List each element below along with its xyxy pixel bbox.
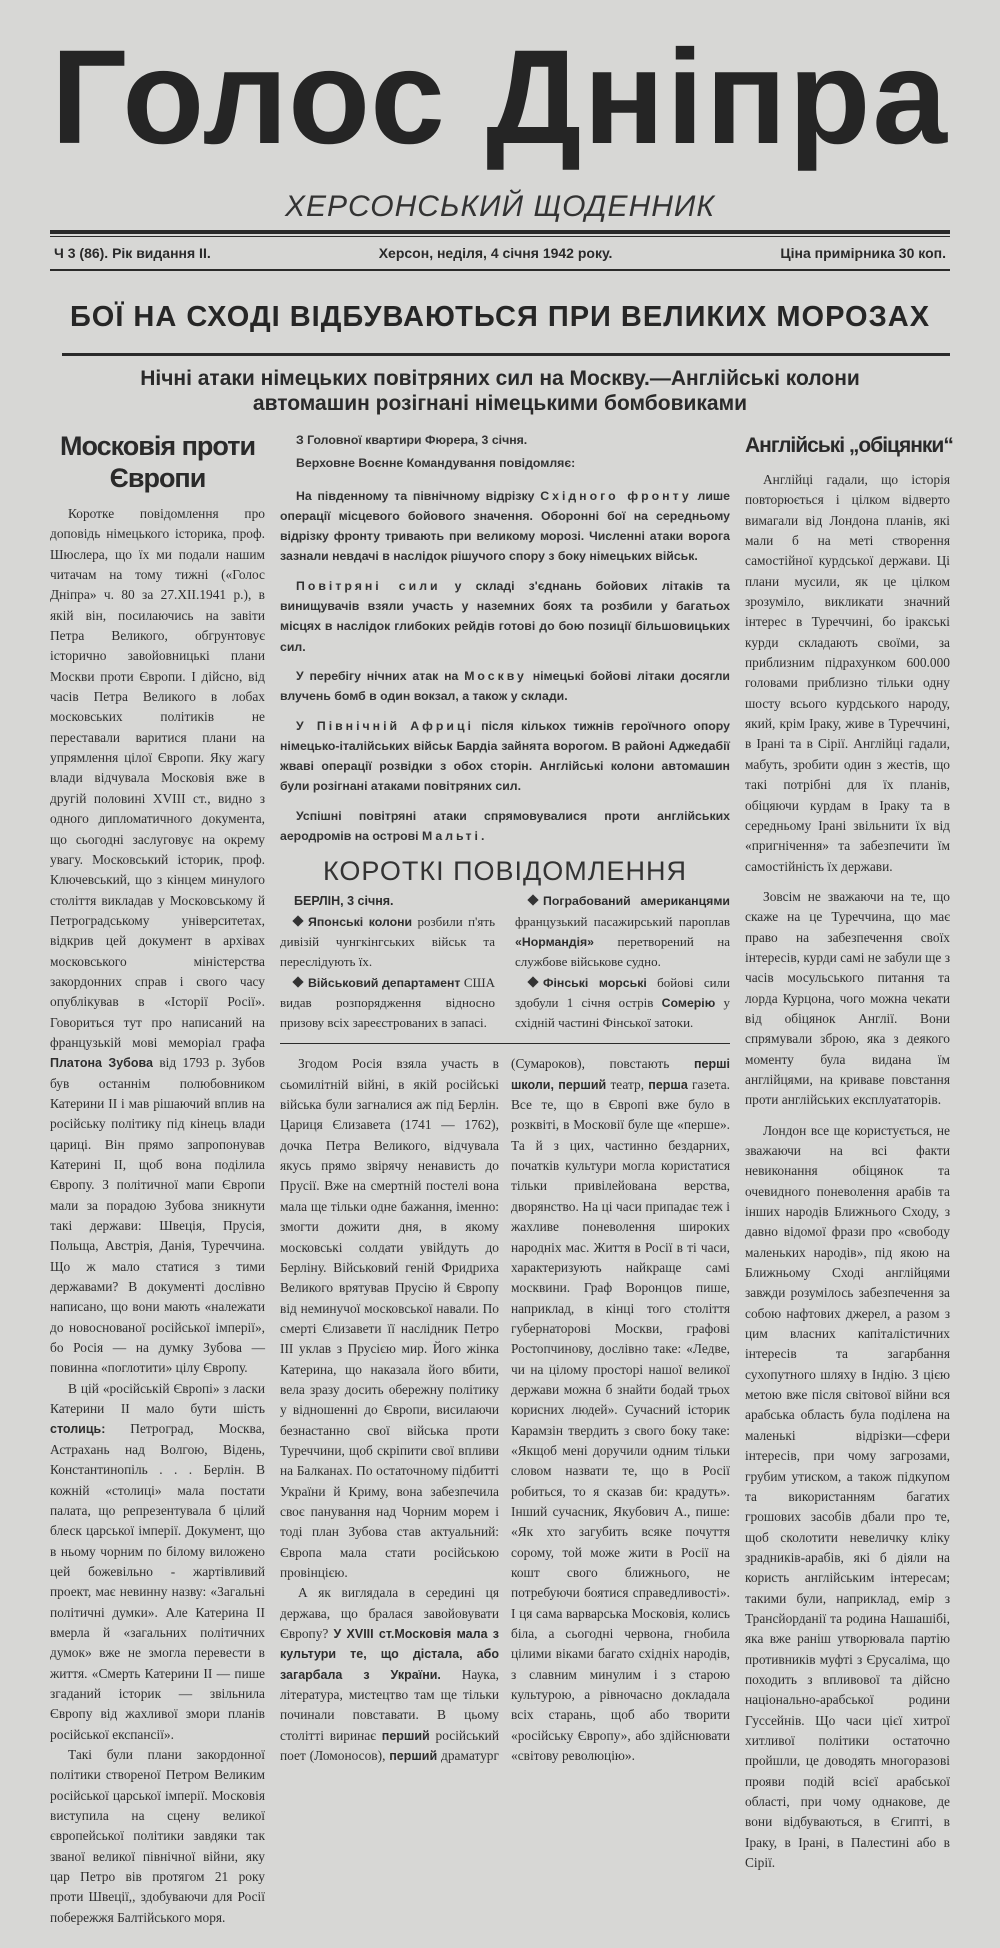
paragraph [280, 666, 730, 707]
text-run: французький пасажирський пароплав [515, 913, 730, 929]
newspaper-title: Голос Дніпра [51, 23, 949, 172]
paragraph [50, 504, 265, 1379]
text-run: російський поет (Ломоносов), [280, 1727, 499, 1764]
emphasized-text: У перебігу нічних атак на [296, 668, 465, 683]
issue-number: Ч 3 (86). Рік видання II. [54, 245, 211, 261]
paragraph [280, 576, 730, 657]
text-run: газета. Все те, що в Європі вже було в розквіті, в Московії буле ще «перше». Та й з цих, частинно бездарних, початків культури могла користатися тільки привілейована верства, дворянство. На ці часи припадає теж і жахливе поневолення широких народніх мас. Життя в Росії в ті часи, характеризують найкраще самі москвини. Граф Воронцов пише, наприклад, в кінці того століття губернаторові Москви, графові Ростопчинову, дослівно таке: «Ледве, чи на цілому просторі нашої великої держави можна б знайти бодай трьох корисних людей». Сучасний історик Карамзін твердить з свого боку таке: «Якщоб мені доручили одним тільки словом назвати те, що в Росії робиться, то я сказав би: крадуть». Інший сучасник, Якубович А., пише: «Як хто загубить всяке почуття сорому, той може жити в Росії на кошт свого ближнього, не потребуючи боятися справедливості». І ця сама варварська Московія, колись біла, а сьогодні червона, гнобила цілими віками багато східніх народів, з славним минулим і з старою культурою, а рівночасно докладала всіх старань, щоб або творити «російську Європу», або здійснювати «світову революцію». [511, 1076, 730, 1764]
article-moscovy-vs-europe [50, 430, 265, 1928]
text-run: Наука, література, мистецтво там ще тільки починали повставати. В цьому столітті виринає [280, 1666, 499, 1743]
emphasized-text: Японські колони [308, 914, 413, 929]
text-run: у східній частині Фінської затоки. [515, 994, 731, 1031]
emphasized-text: перший [381, 1728, 430, 1743]
news-item [280, 912, 495, 973]
emphasized-text: . [480, 829, 485, 844]
emphasized-text: Сомерію [661, 995, 716, 1010]
masthead-subtitle-wrap [230, 188, 770, 226]
article-moscovy-continued [280, 1054, 730, 1766]
subheadline-line: автомашин розігнані німецькими бомбовиками [252, 392, 748, 415]
news-item [515, 891, 730, 972]
main-headline-wrap [58, 285, 942, 349]
middle-column [280, 430, 730, 1928]
paragraph [745, 470, 950, 877]
emphasized-text: Успішні повітряні атаки спрямовувалися проти англійських аеродромів на острові [280, 808, 730, 844]
emphasized-text: Пограбований американцями [543, 894, 730, 909]
paragraph [280, 1054, 499, 1583]
info-rule [50, 269, 950, 271]
paragraph [280, 486, 730, 567]
section-rule [280, 1043, 730, 1044]
columns [50, 430, 953, 1928]
emphasized-text: перша [648, 1077, 688, 1092]
diamond-bullet-icon [527, 895, 538, 906]
masthead [50, 8, 950, 188]
emphasized-text: Фінські морські [543, 975, 647, 990]
issue-price: Ціна примірника 30 коп. [780, 245, 946, 261]
text-run: Петроград, Москва, Астрахань над Волгою, Відень, Константинопіль . . . Берлін. В кожній «столиці» мала постати палата, що репрезентувала б цілий блеск царської імперії. Документ, що в ньому чорним по білому виложено цей божевільно - жартівливий проект, має невинну назву: «Загальні політичні думки». Але Катерина II вмерла й «загальних політичних думок» вже не змогла перевести в життя. «Смерть Катерини II — пише згаданий історик — звільнила Європу від жахливої змори планів російської експансії». [50, 1421, 265, 1742]
emphasized-text: перші школи, перший [511, 1057, 730, 1092]
paragraph [50, 1379, 265, 1745]
news-item [515, 973, 730, 1034]
short-news-dateline: БЕРЛІН, 3 січня. [294, 894, 394, 909]
emphasized-text: Москву [464, 668, 527, 683]
emphasized-text: столиць: [50, 1422, 106, 1437]
paragraph [745, 1121, 950, 1874]
news-item [280, 973, 495, 1034]
article-war-report [280, 430, 730, 846]
headline-rule [62, 353, 950, 356]
emphasized-text: «Нормандія» [515, 934, 595, 949]
main-headline: БОЇ НА СХОДІ ВІДБУВАЮТЬСЯ ПРИ ВЕЛИКИХ МОРОЗАХ [69, 301, 931, 333]
emphasized-text: німецькі бойові літаки досягли влучень бомб в один вокзал, а також у склади. [280, 668, 730, 704]
text-run: В цій «російській Європі» з ласки Катерини II мало бути шість [50, 1380, 265, 1417]
text-run: Коротке повідомлення про доповідь німецького історика, проф. Шюслера, що їх ми подали нашим читачам на тому тижні («Голос Дніпра» ч. 80 за 27.XII.1941 р.), в якій він, посилаючись на завіти Петра Великого, обгрунтовує історично завойовницькі плани Москви проти Європи. І дійсно, від часів Петра Великого в лобах московських політиків не переставали варитися плани на упрямлення цілої Європи. Яку жагу влади відчувала Московія вже в другій половині XVIII ст., видно з одного дипломатичного документа, що сьогодні заслуговує на окрему увагу. Московський історик, проф. Ключевський, що з кінцем минулого століття викладав у Московському й Петроградському університетах, відкрив цей документ в архівах московського міністерства закордонних справ і свого часу опублікував в «Історії Росії». Говориться тут про написаний на французькій мові меморіал графа [50, 506, 265, 1050]
short-news-title: КОРОТКІ ПОВІДОМЛЕННЯ [323, 856, 687, 887]
newspaper-page [50, 0, 953, 1948]
emphasized-text: Військовий департамент [308, 975, 461, 990]
text-run: А як виглядала в середині ця держава, що бралася завойовувати Європу? [280, 1585, 499, 1642]
article-title: Московія проти Європи [59, 431, 256, 493]
subheadline [50, 366, 950, 416]
emphasized-text: у складі з'єднань бойових літаків та винищувачів взяли участь у наземних боях та розбили у багатьох місцях в наслідок глибоких рейдів готові до бою позиції більшовицьких сил. [280, 578, 730, 654]
diamond-bullet-icon [292, 976, 303, 987]
text-run: театр, [606, 1076, 649, 1092]
text-run: США видав розпорядження відносно призову всіх зареєстрованих в запасі. [280, 974, 495, 1031]
text-run: розбили п'ять дивізій чунгкінгських військ та переслідують їх. [280, 913, 495, 970]
diamond-bullet-icon [292, 915, 303, 926]
masthead-rule [50, 230, 950, 234]
short-news [280, 891, 730, 1033]
text-run: бойові сили здобули 1 січня острів [515, 974, 731, 1010]
short-news-column [280, 891, 495, 1033]
text-run: перетворений на службове військове судно. [515, 933, 730, 970]
paragraph [745, 887, 950, 1111]
emphasized-text: У XVIII ст.Московія мала з культури те, що дістала, або загарбала з України. [280, 1627, 499, 1682]
emphasized-text: На південному та північному відрізку [296, 488, 541, 503]
emphasized-text: У Північній Африці [296, 718, 474, 733]
text-run: Англійці гадали, що історія повторюється і цілком відверто вимагали від Лондона планів, які мали б на меті створення самостійної курдської держави. Ці плани мусили, як це цілком зрозуміло, викликати значний інтерес в Туреччині, бо іракські курди складають своїми, за приблизним підрахунком 600.000 головами приблизно тільки одну шосту всього курдського народу, який, крім Іраку, живе в Туреччині, в Ірані та в Сірії. Англійці гадали, мабуть, зробити один з жестів, що такі потрібні для їх планів, обіцяючи курдам в Іраку та в середньому Ірані звільнити їх від «пригнічення» та забезпечити їм самостійність їх держави. [745, 472, 950, 874]
text-run: Лондон все ще користується, не зважаючи на всі факти невиконання обіцянок та очевидного поневолення арабів та інших народів Ближнього Сходу, з давно відомої фрази про «свободу маленьких народів», під якою на Ближньому Сході англійцями завжди розумілось забезпечення за собою нафтових джерел, а разом з цим власних капіталістичних інтересів та загарбання сухопутного шляху в Індію. З цією метою вже після світової війни вся арабська область була поділена на маленькі відрізки—сфери інтересів, при чому загрозами, грубим утиском, а також підкупом та використанням багатих грошових засобів дбали про те, щоб сколотити невеличку кліку зрадників-арабів, які б діяли на користь англійським інтересам; такими були, наприклад, емір з Трансйорданії та родина Нашашібі, яка вже раніш утворювала партію противників муфті з Єрусаліма, що походить з впливової та дійсно національно-арабської родини Гуссейнів. Що часи цієї хитрої хитливої політики остаточно пройшли, це доводять многоразові прояви подій всієї арабської області, при чому однакове, де вони відбуваються, в Єгипті, в Іраку, в Ірані, в Палестині або в Сірії. [745, 1122, 950, 1871]
paragraph [280, 716, 730, 797]
issue-dateline: Херсон, неділя, 4 січня 1942 року. [378, 245, 613, 261]
text-run: від 1793 р. Зубов був останнім полюбовником Катерини II і мав рішаючий вплив на російську політику під кінець влади цариці. Він прямо запропонував Катерині II, щоб вона поділила Європу. З політичної мапи Європи мали за порадою Зубова зникнути такі держави: Швеція, Прусія, Польща, Австрія, Данія, Туреччина. Що ж мало статися з тими державами? В документі дослівно написано, що вони мають «належати до новоснованої російської імперії», бо Росія — на думку Зубова — повинна «поглотити» цілу Європу. [50, 1055, 265, 1376]
emphasized-text: Східного фронту [540, 488, 692, 503]
text-run: Зовсім не зважаючи на те, що скаже на це Туреччина, що має право на забезпечення своїх інтересів, курди самі не забули ще з часів мосульського питання та лорда Курцона, чого можна чекати від обіцянок Англії. Вони спрямували зброю, яка з деякого моменту була видана їм англійцями, на криваве повстання проти англійських експлуататорів. [745, 888, 950, 1108]
text-run: Згодом Росія взяла участь в сьомилітній війні, в якій російські війська були загналися аж під Берлін. Цариця Єлизавета (1741 — 1762), дочка Петра Великого, відчувала якусь прямо звірячу ненависть до Прусії. Вже на смертній постелі вона мала ще тільки одне бажання, іменно: змогти дожити дня, в якому московські солдати увійдуть до Берліну. Військовий геній Фридриха Великого врятував Прусію й Європу від неминучої московської навали. По смерті Єлизавети її наслідник Петро III уклав з Прусією мир. Його жінка Катерина, що наказала його вбити, вела зразу досить обережну політику у відношенні до Європи, висилаючи безнастанно свої війська проти Туреччини, щоб скріпити свої впливи на Балканах. По остаточному підбитті України й Криму, вона забезпечила своє панування над Чорним морем і тоді план Зубова став актуальний: Європа мала стати російською провінцією. [280, 1056, 499, 1581]
text-run: Такі були плани закордонної політики створеної Петром Великим російської царської імперії. Московія виступила на сцену великої європейської політики завдяки так званої великої північної війни, яку цар Петро вів протягом 21 року проти Швеції,, здобуваючи для Росії побережжя Балтійського моря. [50, 1746, 265, 1925]
emphasized-text: після кількох тижнів героїчного опору німецько-італійських військ Бардіа зайнята ворогом. В районі Аджедабії жваві операції розвідки з обох сторін. Англійські колони автомашин були розігнані атаками повітряних сил. [280, 718, 730, 794]
diamond-bullet-icon [527, 976, 538, 987]
emphasized-text: перший [389, 1749, 438, 1764]
emphasized-text: Повітряні сили [296, 578, 441, 593]
report-source: Верховне Воєнне Командування повідомляє: [296, 456, 576, 471]
article-english-promises [745, 430, 953, 1928]
issue-info-bar [50, 237, 950, 269]
text-run: драматург (Сумароков), повстають [437, 1056, 694, 1764]
emphasized-text: Платона Зубова [50, 1056, 154, 1071]
emphasized-text: лише операції місцевого бойового значення. Оборонні бої на середньому відрізку фронту тривають при великому морозі. Численні атаки ворога зазнали невдачі в наслідок рішучого спору з боку німецьких військ. [280, 488, 730, 564]
emphasized-text: Мальті [422, 829, 481, 844]
subheadline-line: Нічні атаки німецьких повітряних сил на Москву.—Англійські колони [140, 367, 860, 390]
paragraph [50, 1745, 265, 1928]
newspaper-subtitle: ХЕРСОНСЬКИЙ ЩОДЕННИК [284, 190, 716, 223]
article-title: Англійські „обіцянки“ [745, 434, 953, 457]
paragraph [280, 806, 730, 847]
report-dateline: З Головної квартири Фюрера, 3 січня. [296, 433, 528, 447]
short-news-column [515, 891, 730, 1033]
